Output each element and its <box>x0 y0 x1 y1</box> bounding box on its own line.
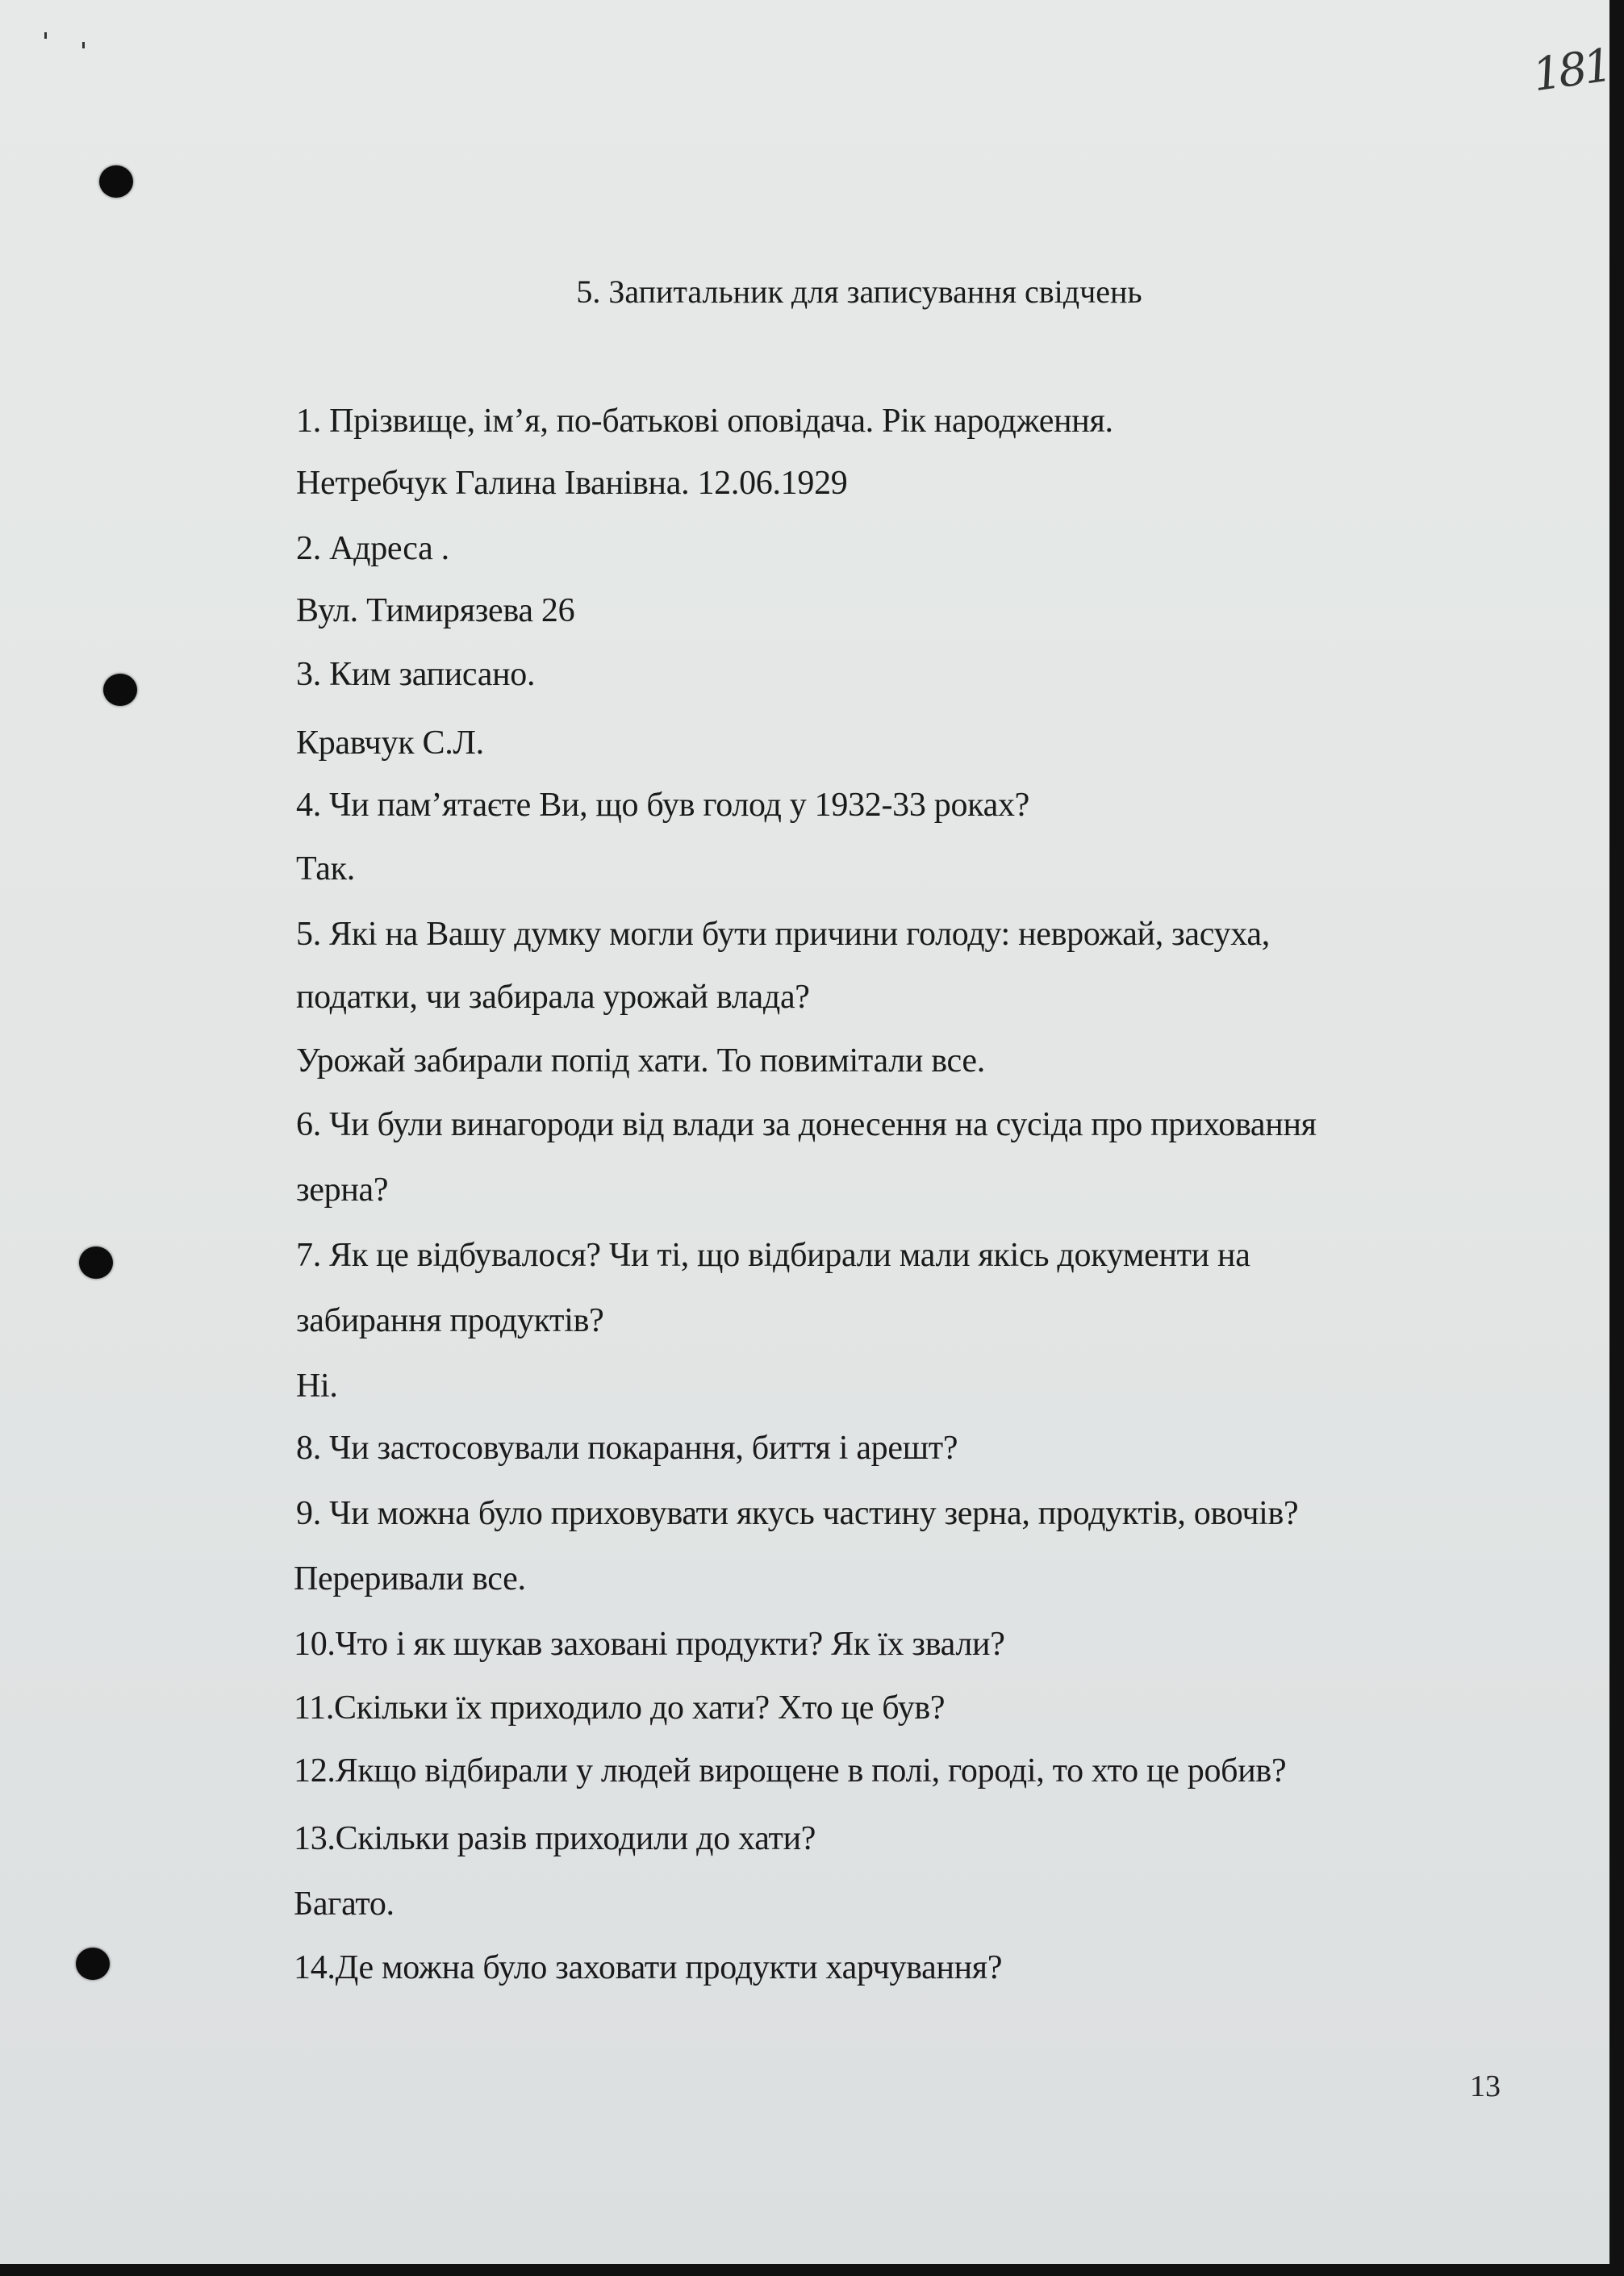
document-line: Вул. Тимирязева 26 <box>296 592 575 630</box>
document-line: Багато. <box>294 1886 395 1923</box>
document-line: 11.Скільки їх приходило до хати? Хто це був? <box>294 1689 946 1727</box>
document-line: Нетребчук Галина Іванівна. 12.06.1929 <box>296 464 848 502</box>
document-line: 7. Як це відбувалося? Чи ті, що відбирали мали якісь документи на <box>296 1236 1250 1274</box>
document-line: 10.Что і як шукав заховані продукти? Як їх звали? <box>294 1626 1005 1664</box>
punch-hole <box>79 1247 113 1279</box>
document-line: Так. <box>296 850 355 888</box>
punch-hole <box>103 674 137 706</box>
document-line: 6. Чи були винагороди від влади за донесення на сусіда про приховання <box>296 1106 1317 1144</box>
document-line: податки, чи забирала урожай влада? <box>296 978 810 1016</box>
document-line: Урожай забирали попід хати. То повимітали все. <box>296 1042 985 1080</box>
document-line: Кравчук С.Л. <box>296 724 484 762</box>
document-line: 2. Адреса . <box>296 529 449 567</box>
handwritten-folio-number: 181 <box>1529 39 1613 102</box>
page-number: 13 <box>1470 2069 1501 2103</box>
punch-hole <box>99 165 133 198</box>
document-line: Ні. <box>296 1367 338 1405</box>
document-line: 1. Прізвище, ім’я, по-батькові оповідача. Рік народження. <box>296 402 1113 440</box>
document-line: 14.Де можна було заховати продукти харчування? <box>294 1949 1003 1987</box>
document-line: 9. Чи можна було приховувати якусь частину зерна, продуктів, овочів? <box>296 1495 1299 1533</box>
document-line: зерна? <box>296 1171 389 1209</box>
document-line: 4. Чи пам’ятаєте Ви, що був голод у 1932-33 роках? <box>296 787 1030 825</box>
scan-mark <box>44 32 47 39</box>
document-line: 5. Які на Вашу думку могли бути причини голоду: неврожай, засуха, <box>296 916 1270 954</box>
document-line: 3. Ким записано. <box>296 656 536 694</box>
punch-hole <box>76 1948 110 1980</box>
scan-mark <box>82 42 85 48</box>
document-line: 13.Скільки разів приходили до хати? <box>294 1820 816 1858</box>
document-line: забирання продуктів? <box>296 1301 604 1339</box>
document-title: 5. Запитальник для записування свідчень <box>576 274 1142 310</box>
document-line: Переривали все. <box>294 1560 526 1598</box>
document-line: 8. Чи застосовували покарання, биття і арешт? <box>296 1430 958 1468</box>
document-line: 12.Якщо відбирали у людей вирощене в полі, городі, то хто це робив? <box>294 1752 1287 1789</box>
